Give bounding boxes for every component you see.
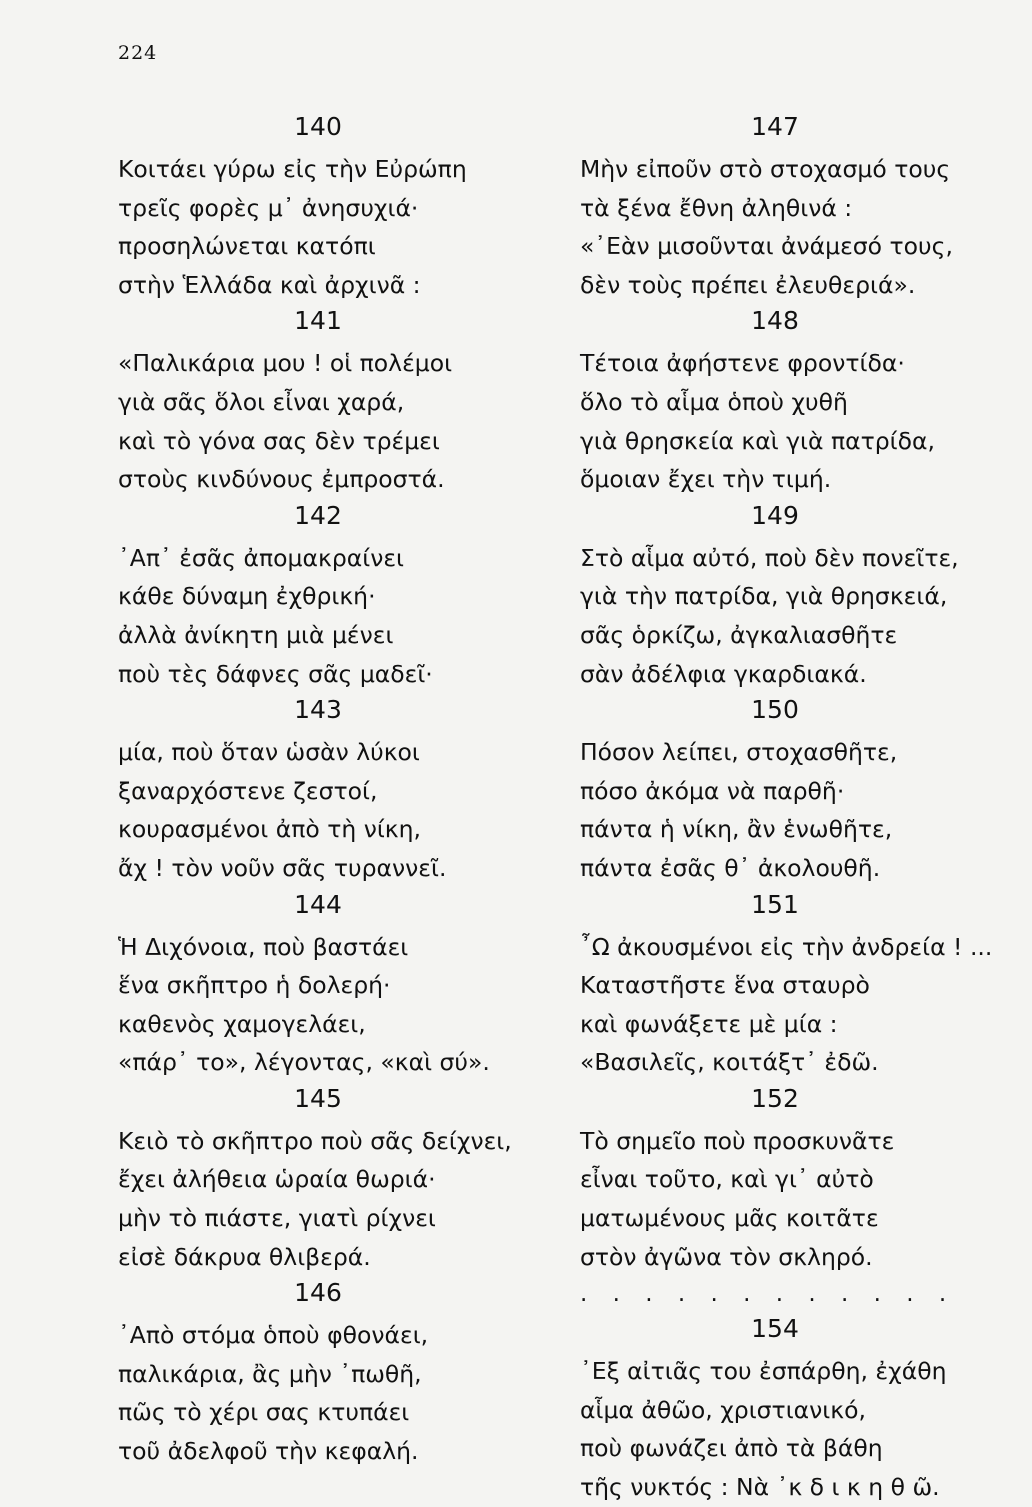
stanza xyxy=(118,1082,548,1276)
verse-line: δὲν τοὺς πρέπει ἐλευθεριά». xyxy=(580,270,916,299)
verse-line: σᾶς ὁρκίζω, ἀγκαλιασθῆτε xyxy=(580,620,898,649)
stanza xyxy=(580,1082,1010,1276)
verse-line: στὴν Ἑλλάδα καὶ ἀρχινᾶ : xyxy=(118,270,421,299)
verse-line: καὶ φωνάξετε μὲ μία : xyxy=(580,1009,838,1038)
verse-line: μὴν τὸ πιάστε, γιατὶ ρίχνει xyxy=(118,1204,436,1233)
verse-line: ᾽Απὸ στόμα ὁποὺ φθονάει, xyxy=(118,1321,429,1350)
stanza xyxy=(118,499,548,693)
stanza-number: 146 xyxy=(294,1278,342,1308)
verse-line: Πόσον λείπει, στοχασθῆτε, xyxy=(580,738,898,767)
stanza xyxy=(580,499,1010,693)
verse-line: ἔχει ἀλήθεια ὡραία θωριά· xyxy=(118,1165,436,1194)
stanza xyxy=(580,110,1010,304)
stanza-number: 142 xyxy=(294,500,342,530)
stanza xyxy=(580,1312,1010,1506)
page-number: 224 xyxy=(118,42,158,64)
right-column xyxy=(580,110,1010,1507)
stanza xyxy=(118,888,548,1082)
verse-line: Ἡ Διχόνοια, ποὺ βαστάει xyxy=(118,932,409,961)
stanza-number: 151 xyxy=(751,889,799,919)
stanza-number: 150 xyxy=(751,695,799,725)
verse-line: Κειὸ τὸ σκῆπτρο ποὺ σᾶς δείχνει, xyxy=(118,1126,512,1155)
stanza-number: 144 xyxy=(294,889,342,919)
verse-line: «᾽Εὰν μισοῦνται ἀνάμεσό τους, xyxy=(580,232,953,261)
verse-line: ξαναρχόστενε ζεστοί, xyxy=(118,776,378,805)
verse-line: πῶς τὸ χέρι σας κτυπάει xyxy=(118,1398,410,1427)
verse-line: τοῦ ἀδελφοῦ τὴν κεφαλή. xyxy=(118,1437,419,1466)
verse-line: ποὺ τὲς δάφνες σᾶς μαδεῖ· xyxy=(118,659,433,688)
verse-line: Τὸ σημεῖο ποὺ προσκυνᾶτε xyxy=(580,1126,895,1155)
verse-line: ματωμένους μᾶς κοιτᾶτε xyxy=(580,1204,879,1233)
stanza-number: 145 xyxy=(294,1083,342,1113)
verse-line: πάντα ἡ νίκη, ἂν ἑνωθῆτε, xyxy=(580,815,893,844)
stanza-number: 152 xyxy=(751,1083,799,1113)
verse-line: ἄχ ! τὸν νοῦν σᾶς τυραννεῖ. xyxy=(118,853,447,882)
verse-line: «Παλικάρια μου ! οἱ πολέμοι xyxy=(118,349,453,378)
verse-line: παλικάρια, ἂς μὴν ᾽πωθῆ, xyxy=(118,1359,422,1388)
stanza xyxy=(580,693,1010,887)
stanza-number: 140 xyxy=(294,112,342,141)
stanza xyxy=(580,888,1010,1082)
verse-line: ποὺ φωνάζει ἀπὸ τὰ βάθη xyxy=(580,1434,883,1463)
verse-line: ὅμοιαν ἔχει τὴν τιμή. xyxy=(580,465,832,494)
verse-line: μία, ποὺ ὅταν ὡσὰν λύκοι xyxy=(118,738,420,767)
verse-line: Μὴν εἰποῦν στὸ στοχασμό τους xyxy=(580,155,951,183)
left-column xyxy=(118,110,548,1471)
stanza-number: 154 xyxy=(751,1314,799,1344)
verse-line: ᾽Απ᾽ ἐσᾶς ἀπομακραίνει xyxy=(118,543,404,572)
stanza-number: 143 xyxy=(294,695,342,725)
verse-line: γιὰ τὴν πατρίδα, γιὰ θρησκειά, xyxy=(580,582,948,611)
verse-line: ᾽Εξ αἰτιᾶς του ἐσπάρθη, ἐχάθη xyxy=(580,1357,947,1386)
stanza-number: 147 xyxy=(751,112,799,141)
verse-line: αἷμα ἀθῶο, χριστιανικό, xyxy=(580,1395,866,1424)
verse-line: τῆς νυκτός : Νὰ ᾽κ δ ι κ η θ ῶ. xyxy=(580,1473,940,1502)
stanza-number: 141 xyxy=(294,306,342,336)
verse-line: ῏Ω ἀκουσμένοι εἰς τὴν ἀνδρεία ! ... xyxy=(580,932,993,961)
stanza xyxy=(118,693,548,887)
verse-line: εἰσὲ δάκρυα θλιβερά. xyxy=(118,1242,371,1271)
verse-line: σὰν ἀδέλφια γκαρδιακά. xyxy=(580,659,867,688)
verse-line: Στὸ αἷμα αὐτό, ποὺ δὲν πονεῖτε, xyxy=(580,543,959,572)
verse-line: ὅλο τὸ αἷμα ὁποὺ χυθῆ xyxy=(580,387,848,416)
verse-line: προσηλώνεται κατόπι xyxy=(118,232,376,261)
verse-line: Καταστῆστε ἕνα σταυρὸ xyxy=(580,971,870,1000)
verse-line: εἶναι τοῦτο, καὶ γι᾽ αὐτὸ xyxy=(580,1165,874,1194)
stanza-number: 149 xyxy=(751,500,799,530)
verse-line: «Βασιλεῖς, κοιτάξτ᾽ ἐδῶ. xyxy=(580,1048,879,1077)
stanza xyxy=(118,110,548,304)
verse-line: στὸν ἀγῶνα τὸν σκληρό. xyxy=(580,1242,873,1271)
verse-line: ἀλλὰ ἀνίκητη μιὰ μένει xyxy=(118,620,394,649)
verse-line: ἕνα σκῆπτρο ἡ δολερή· xyxy=(118,971,391,1000)
verse-line: πάντα ἐσᾶς θ᾽ ἀκολουθῆ. xyxy=(580,853,881,882)
verse-line: κάθε δύναμη ἐχθρική· xyxy=(118,582,376,611)
verse-line: πόσο ἀκόμα νὰ παρθῆ· xyxy=(580,776,845,805)
verse-line: Κοιτάει γύρω εἰς τὴν Εὐρώπη xyxy=(118,155,467,183)
stanza-number: 148 xyxy=(751,306,799,336)
stanza xyxy=(118,1276,548,1470)
verse-line: στοὺς κινδύνους ἐμπροστά. xyxy=(118,465,445,494)
verse-line: τρεῖς φορὲς μ᾽ ἀνησυχιά· xyxy=(118,193,419,222)
verse-line: καὶ τὸ γόνα σας δὲν τρέμει xyxy=(118,426,440,455)
verse-line: γιὰ θρησκεία καὶ γιὰ πατρίδα, xyxy=(580,426,935,455)
stanza xyxy=(580,304,1010,498)
verse-line: τὰ ξένα ἔθνη ἀληθινά : xyxy=(580,193,853,222)
verse-line: «πάρ᾽ το», λέγοντας, «καὶ σύ». xyxy=(118,1048,490,1077)
stanza xyxy=(118,304,548,498)
ellipsis-line: . . . . . . . . . . . . xyxy=(580,1281,956,1308)
verse-line: Τέτοια ἀφήστενε φροντίδα· xyxy=(580,349,905,378)
verse-line: καθενὸς χαμογελάει, xyxy=(118,1009,366,1038)
verse-line: κουρασμένοι ἀπὸ τὴ νίκη, xyxy=(118,815,421,844)
stanza xyxy=(580,1276,1010,1312)
verse-line: γιὰ σᾶς ὅλοι εἶναι χαρά, xyxy=(118,387,405,416)
